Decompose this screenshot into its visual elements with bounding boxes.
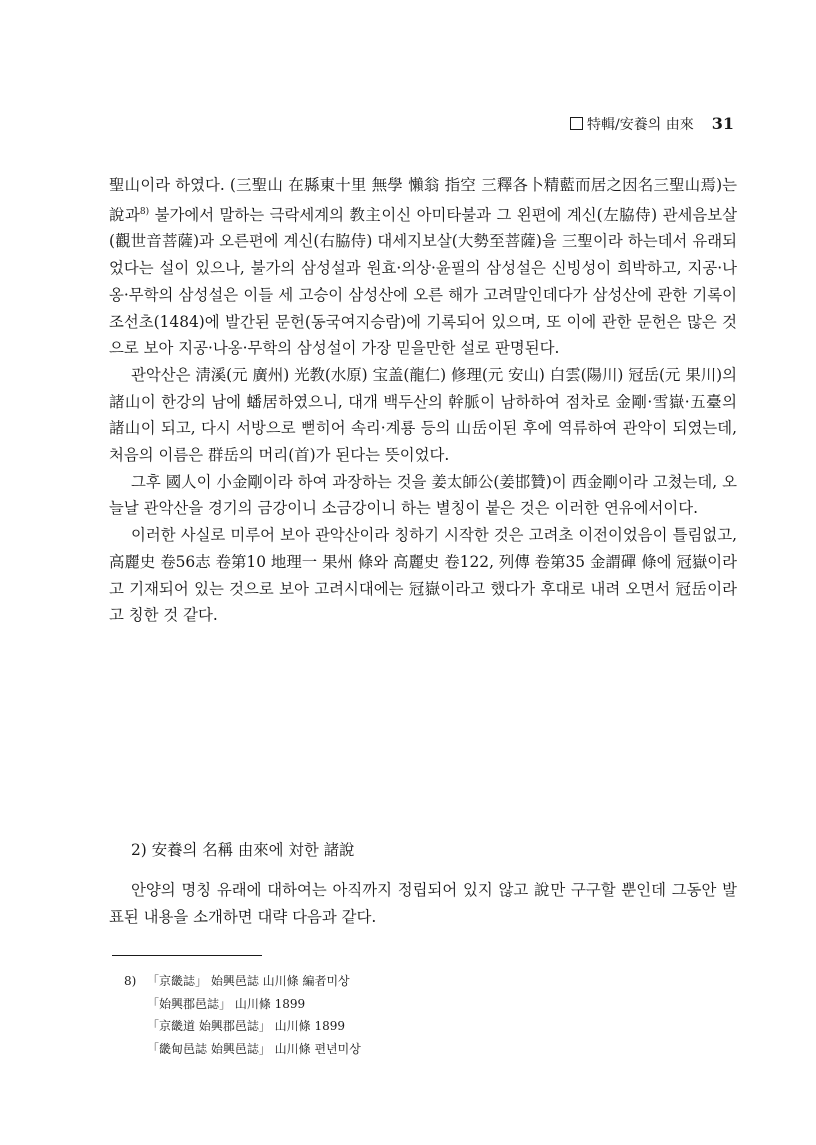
- square-bullet-icon: [570, 117, 583, 130]
- running-header: [570, 114, 734, 134]
- footnote-source-1: 「京畿誌」 始興邑誌 山川條 編者미상: [147, 974, 350, 988]
- section-paragraph: 안양의 명칭 유래에 대하여는 아직까지 정립되어 있지 않고 說만 구구할 뿐인데 그동안 발표된 내용을 소개하면 대략 다음과 같다.: [109, 881, 737, 926]
- footnotes: [124, 970, 361, 1060]
- footnote-ref: 8): [139, 206, 150, 217]
- body-text: [109, 172, 737, 629]
- footnote-source-3: 「京畿道 始興郡邑誌」 山川條 1899: [147, 1019, 345, 1033]
- paragraph-goryeo: 이러한 사실로 미루어 보아 관악산이라 칭하기 시작한 것은 고려초 이전이었음이 틀림없고, 高麗史 卷56志 卷第10 地理一 果州 條와 高麗史 卷122, 列傳 卷第35 金謂磾 條에 冠嶽이라고 기재되어 있는 것으로 보아 고려시대에는 冠嶽이라고 했다가 후대로 내려 오면서 冠岳이라고 칭한 것 같다.: [109, 526, 737, 625]
- paragraph-gwanak: 관악산은 淸溪(元 廣州) 光教(水原) 宝盖(龍仁) 修理(元 安山) 白雲(陽川) 冠岳(元 果川)의 諸山이 한강의 남에 蟠居하였으니, 대개 백두산의 幹脈이 남하하여 점차로 金剛·雪嶽·五臺의 諸山이 되고, 다시 서방으로 뻗히어 속리·계룡 등의 山岳이된 후에 역류하여 관악이 되였는데, 처음의 이름은 群岳의 머리(首)가 된다는 뜻이었다.: [109, 365, 737, 465]
- page-number: 31: [711, 114, 734, 133]
- paragraph-sansung-part1: 聖山이라 하였다. (三聖山 在縣東十里 無學 懶翁 指空 三釋各卜精藍而居之因名三聖山焉)는 說과: [109, 176, 737, 224]
- header-title-text: 特輯/安養의 由來: [587, 117, 694, 133]
- section-heading: 2) 安養의 名稱 由來에 対한 諸說: [131, 841, 355, 859]
- paragraph-sansung-part2: 불가에서 말하는 극락세계의 教主이신 아미타불과 그 왼편에 계신(左脇侍) 관세음보살(觀世音菩薩)과 오른편에 계신(右脇侍) 대세지보살(大勢至菩薩)을 三聖이라 하는데서 유래되었다는 설이 있으나, 불가의 삼성설과 원효·의상·윤필의 삼성설은 신빙성이 희박하고, 지공·나옹·무학의 삼성설은 이들 세 고승이 삼성산에 오른 해가 고려말인데다가 삼성산에 관한 기록이 조선초(1484)에 발간된 문헌(동국여지승람)에 기록되어 있으며, 또 이에 관한 문헌은 많은 것으로 보아 지공·나옹·무학의 삼성설이 가장 믿을만한 설로 판명된다.: [109, 205, 737, 358]
- footnote-source-4: 「畿甸邑誌 始興邑誌」 山川條 편년미상: [147, 1041, 361, 1056]
- paragraph-sansung: [109, 172, 737, 362]
- footnote-source-2: 「始興郡邑誌」 山川條 1899: [147, 996, 306, 1011]
- footnote-line: [124, 970, 361, 993]
- footnote-number: 8): [124, 974, 137, 988]
- header-title: [570, 114, 694, 134]
- paragraph-sogeumgang: 그후 國人이 小金剛이라 하여 과장하는 것을 姜太師公(姜邯贊)이 西金剛이라 고쳤는데, 오늘날 관악산을 경기의 금강이니 소금강이니 하는 별칭이 붙은 것은 이러한 연유에서이다.: [109, 472, 737, 518]
- footnote-divider: [112, 955, 262, 956]
